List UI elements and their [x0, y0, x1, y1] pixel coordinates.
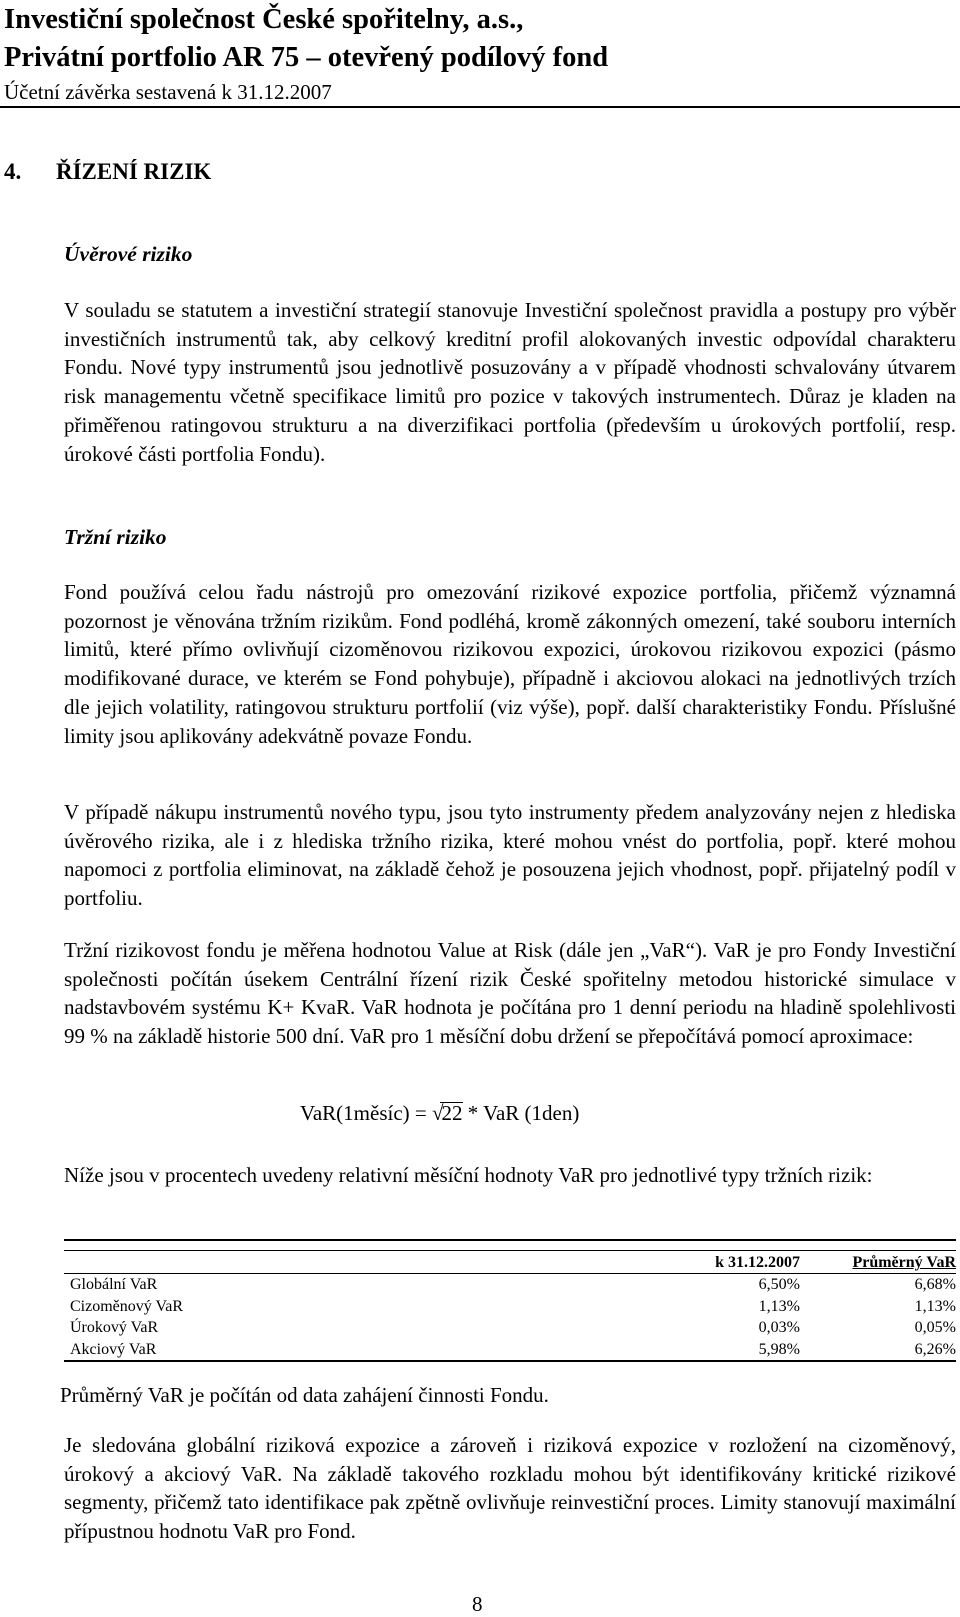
market-risk-paragraph-4: Níže jsou v procentech uvedeny relativní měsíční hodnoty VaR pro jednotlivé typy tržních rizik: [64, 1163, 873, 1187]
row-average: 1,13% [914, 1297, 956, 1315]
formula-left: VaR(1měsíc) = [300, 1101, 432, 1125]
row-label: Cizoměnový VaR [70, 1297, 184, 1315]
table-row [64, 1296, 956, 1318]
row-average: 6,68% [914, 1276, 956, 1294]
column-header-current: k 31.12.2007 [404, 1251, 800, 1274]
var-table [64, 1239, 956, 1362]
section-number: 4. [4, 159, 22, 184]
market-risk-paragraph-1: Fond používá celou řadu nástrojů pro omezování rizikové expozice portfolia, přičemž významná pozornost je věnována tržním rizikům. Fond podléhá, kromě zákonných omezení, také souboru interních limitů, které přímo ovlivňují cizoměnovou rizikovou expozici, úrokovou rizikovou expozici (pásmo modifikované durace, ve kterém se Fond pohybuje), případně i akciovou alokaci na jednotlivých trzích dle jejich volatility, ratingovou strukturu portfolií (viz výše), popř. další charakteristiky Fondu. Příslušné limity jsou aplikovány adekvátně povaze Fondu. [64, 580, 956, 748]
row-current: 5,98% [404, 1339, 800, 1362]
row-label: Globální VaR [70, 1276, 158, 1294]
statement-date: Účetní závěrka sestavená k 31.12.2007 [4, 80, 332, 104]
page-number: 8 [472, 1592, 483, 1616]
table-header-row [64, 1251, 956, 1274]
var-formula [300, 1102, 579, 1124]
credit-risk-paragraph: V souladu se statutem a investiční strategií stanovuje Investiční společnost pravidla a postupy pro výběr investičních instrumentů tak, aby celkový kreditní profil alokovaných investic odpovídal charakteru Fondu. Nové typy instrumentů jsou jednotlivě posuzovány a v případě vhodnosti schvalovány útvarem risk managementu včetně specifikace limitů pro pozice v takových instrumentech. Důraz je kladen na přiměřenou ratingovou strukturu a na diverzifikaci portfolia (především u úrokových portfolií, resp. úrokové části portfolia Fondu). [64, 298, 956, 466]
table-top-band [64, 1240, 956, 1251]
column-header-average: Průměrný VaR [800, 1251, 956, 1274]
row-current: 1,13% [758, 1297, 800, 1315]
document-header [0, 0, 960, 108]
section-title-text: ŘÍZENÍ RIZIK [56, 159, 212, 184]
table-row [64, 1274, 956, 1296]
row-label: Akciový VaR [64, 1339, 404, 1362]
market-risk-heading: Tržní riziko [64, 525, 167, 549]
market-risk-paragraph-6: Je sledována globální riziková expozice a zároveň i riziková expozice v rozložení na cizoměnový, úrokový a akciový VaR. Na základě takového rozkladu mohou být identifikovány kritické rizikové segmenty, přičemž tato identifikace pak zpětně ovlivňuje reinvestiční proces. Limity stanovují maximální přípustnou hodnotu VaR pro Fond. [64, 1433, 956, 1544]
formula-right: * VaR (1den) [462, 1101, 580, 1125]
row-current: 6,50% [758, 1276, 800, 1294]
credit-risk-heading: Úvěrové riziko [64, 242, 193, 266]
fund-name: Privátní portfolio AR 75 – otevřený podílový fond [4, 42, 609, 73]
average-var-note: Průměrný VaR je počítán od data zahájení činnosti Fondu. [60, 1383, 549, 1407]
column-header-label [64, 1251, 404, 1274]
section-title [4, 160, 211, 183]
header-divider [0, 106, 960, 108]
row-current: 0,03% [758, 1319, 800, 1337]
market-risk-paragraph-3: Tržní rizikovost fondu je měřena hodnotou Value at Risk (dále jen „VaR“). VaR je pro Fondy Investiční společnosti počítán úsekem Centrální řízení rizik České spořitelny metodou historické simulace v nadstavbovém systému K+ KvaR. VaR hodnota je počítána pro 1 denní periodu na hladině spolehlivosti 99 % na základě historie 500 dní. VaR pro 1 měsíční dobu držení se přepočítává pomocí aproximace: [64, 938, 956, 1049]
market-risk-paragraph-2: V případě nákupu instrumentů nového typu, jsou tyto instrumenty předem analyzovány nejen z hlediska úvěrového rizika, ale i z hlediska tržního rizika, které mohou vnést do portfolia, popř. které mohou napomoci z portfolia eliminovat, na základě čehož je posouzena jejich vhodnost, popř. přijatelný podíl v portfoliu. [64, 800, 956, 911]
row-average: 0,05% [914, 1319, 956, 1337]
row-average: 6,26% [800, 1339, 956, 1362]
company-name: Investiční společnost České spořitelny, a.s., [4, 4, 524, 35]
table-row [64, 1317, 956, 1339]
formula-radicand: 22 [441, 1101, 463, 1125]
row-label: Úrokový VaR [70, 1319, 159, 1337]
table-row [64, 1339, 956, 1362]
square-root-icon: √ [431, 1101, 444, 1125]
